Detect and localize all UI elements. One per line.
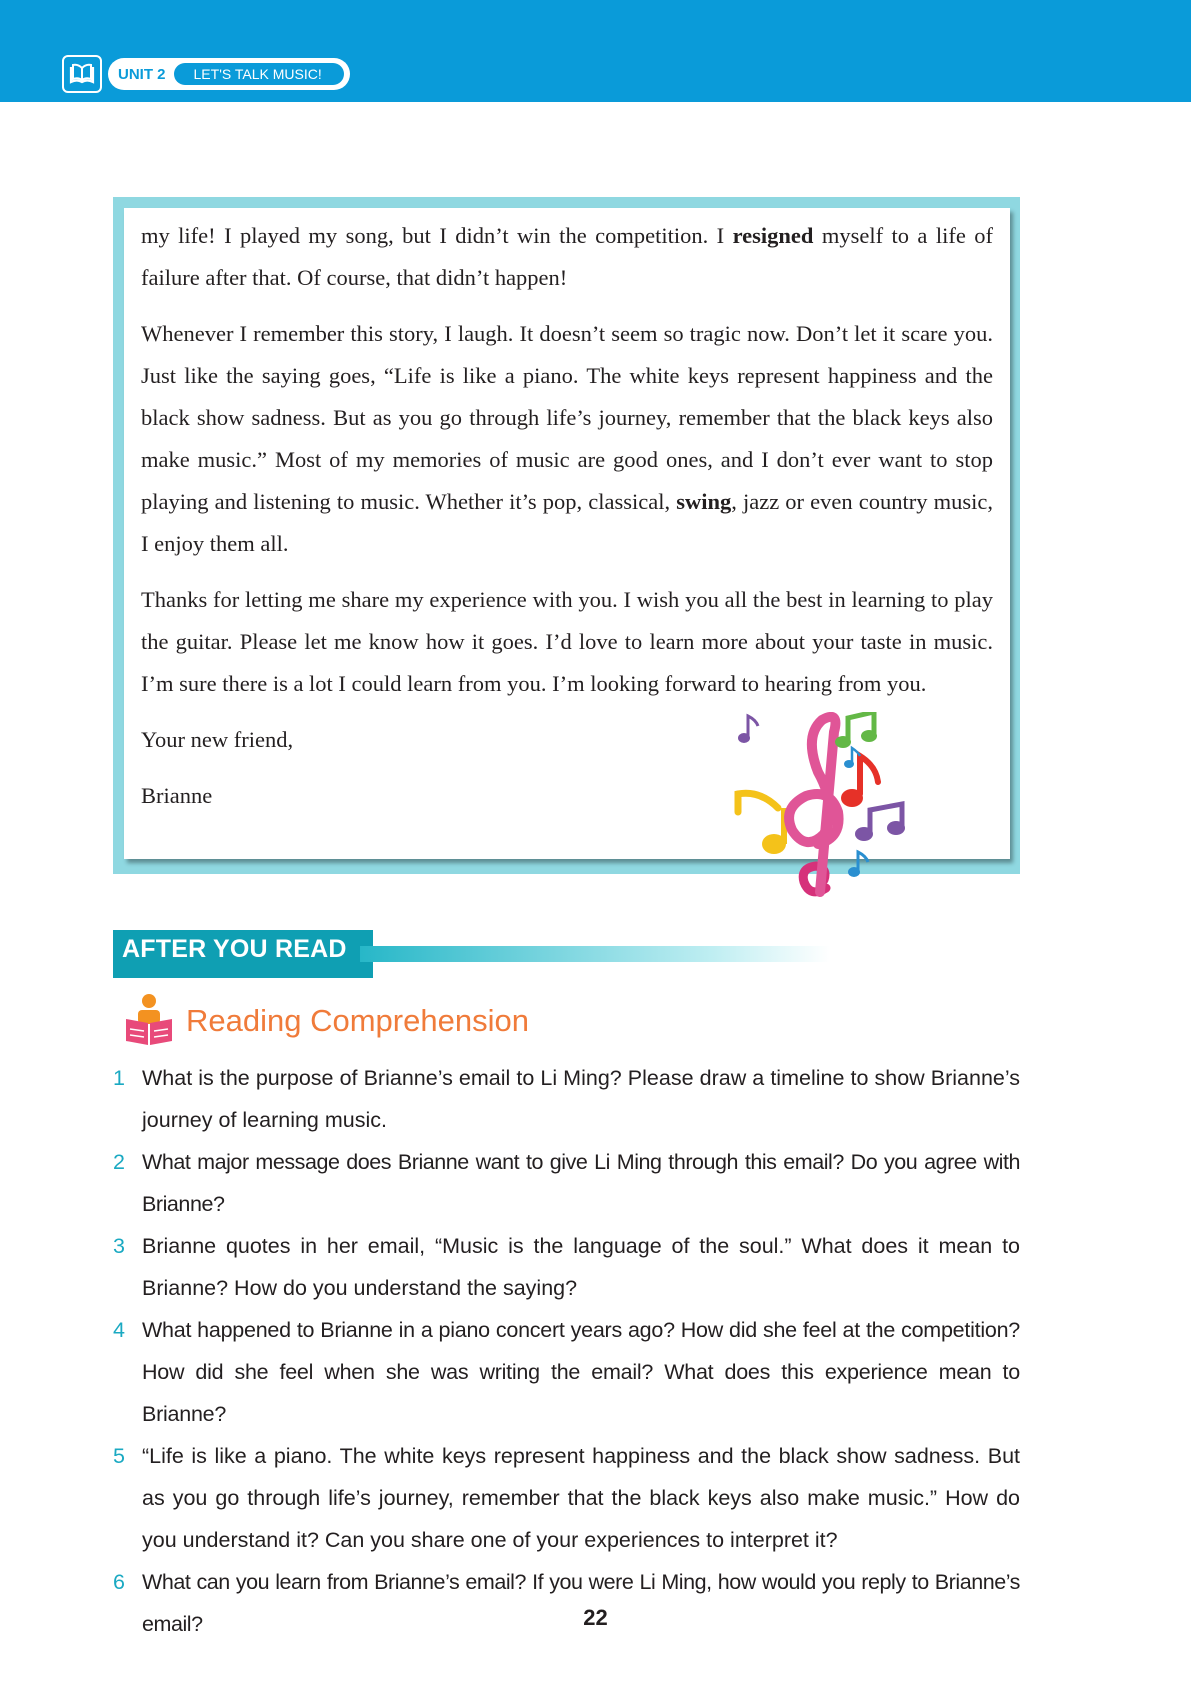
question-text: What major message does Brianne want to give Li Ming through this email? Do you agree with Brianne? [142,1150,1020,1216]
open-book-icon [62,55,102,93]
after-you-read-label: AFTER YOU READ [122,935,347,963]
question-number: 6 [113,1570,125,1594]
question-number: 5 [113,1444,125,1468]
reader-icon [124,993,174,1047]
letter-paragraph-1 [141,215,993,299]
question-text: What is the purpose of Brianne’s email to Li Ming? Please draw a timeline to show Brianne’s journey of learning music. [142,1066,1020,1132]
text-run: my life! I played my song, but I didn’t win the competition. I [141,223,733,248]
question-item [113,1057,1020,1141]
question-item [113,1225,1020,1309]
letter-closing: Your new friend, [141,727,294,752]
unit-label: UNIT 2 [118,65,166,83]
question-number: 4 [113,1318,125,1342]
text-run: , jazz or even country music, I enjoy them all. [141,489,993,556]
question-item [113,1141,1020,1225]
text-run: myself to a life of failure after that. Of course, that didn’t happen! [141,223,993,290]
question-number: 3 [113,1234,125,1258]
question-number: 2 [113,1150,125,1174]
question-text: What happened to Brianne in a piano concert years ago? How did she feel at the competition? How did she feel when she was writing the email? What does this experience mean to Brianne? [142,1318,1020,1426]
letter-paragraph-3: Thanks for letting me share my experience with you. I wish you all the best in learning to play the guitar. Please let me know how it goes. I’d love to learn more about your taste in music. I’m sure there is a lot I could learn from you. I’m looking forward to hearing from you. [141,587,993,696]
unit-badge [62,55,350,93]
text-run: Whenever I remember this story, I laugh. It doesn’t seem so tragic now. Don’t let it scare you. Just like the saying goes, “Life is like a piano. The white keys represent happiness and the black show sadness. But as you go through life’s journey, remember that the black keys also make music.” Most of my memories of music are good ones, and I don’t ever want to stop playing and listening to music. Whether it’s pop, classical, [141,321,993,514]
vocab-word-resigned: resigned [732,223,814,248]
question-item [113,1309,1020,1435]
letter-signature: Brianne [141,783,213,808]
question-number: 1 [113,1066,125,1090]
question-item [113,1435,1020,1561]
reading-comprehension-title: Reading Comprehension [186,1003,529,1038]
question-list [113,1057,1020,1645]
page-number: 22 [583,1605,608,1630]
vocab-word-swing: swing [676,489,732,514]
unit-pill [108,58,350,90]
letter-paragraph-2 [141,313,993,565]
treble-clef-notes-icon [730,712,910,912]
banner-divider [360,946,830,962]
unit-title: LET'S TALK MUSIC! [174,63,344,85]
question-text: “Life is like a piano. The white keys represent happiness and the black show sadness. But as you go through life’s journey, remember that the black keys also make music.” How do you understand it? Can you share one of your experiences to interpret it? [142,1444,1020,1552]
question-text: Brianne quotes in her email, “Music is the language of the soul.” What does it mean to Brianne? How do you understand the saying? [142,1234,1020,1300]
question-text: What can you learn from Brianne’s email? If you were Li Ming, how would you reply to Brianne’s email? [142,1570,1020,1636]
question-item [113,1561,1020,1645]
